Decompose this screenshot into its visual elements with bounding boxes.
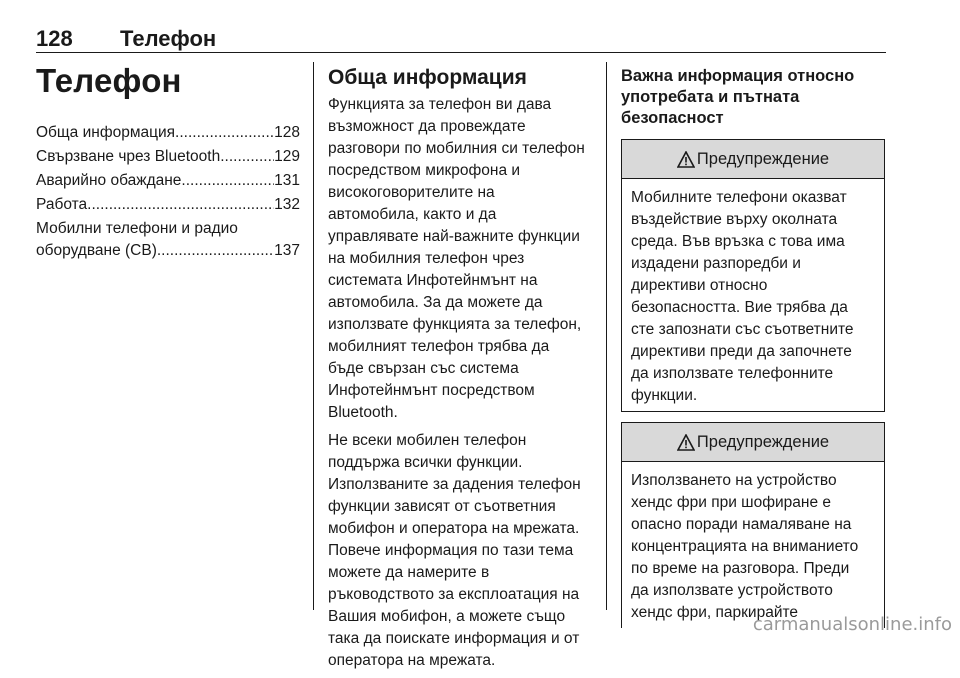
paragraph	[328, 94, 594, 424]
text-line: управлявате най-важните функции	[328, 228, 580, 245]
text-line: поддържа всички функции.	[328, 454, 523, 471]
toc-entry[interactable]: Работа ..... 132	[36, 194, 300, 216]
toc-page: 137	[274, 242, 300, 259]
text-line: Bluetooth.	[328, 404, 398, 421]
text-line: сте запознати със съответните	[631, 321, 854, 338]
text-line: Мобилните телефони оказват	[631, 189, 847, 206]
warning-box	[621, 422, 885, 628]
text-line: разговори по мобилния си телефон	[328, 140, 585, 157]
text-line: Инфотейнмънт посредством	[328, 382, 535, 399]
text-line: Важна информация относно	[621, 67, 855, 85]
subsection-heading	[621, 66, 885, 129]
right-column	[621, 56, 885, 638]
toc-page: 129	[274, 148, 300, 165]
warning-text	[622, 462, 884, 628]
text-line: оператора на мрежата.	[328, 652, 496, 669]
watermark: carmanualsonline.info	[752, 614, 952, 635]
table-of-contents	[36, 122, 300, 262]
paragraph	[328, 430, 594, 672]
text-line: издадени разпоредби и	[631, 255, 801, 272]
left-column	[36, 56, 300, 262]
text-line: високоговорителите на	[328, 184, 495, 201]
toc-page: 128	[274, 124, 300, 141]
middle-column	[328, 56, 594, 678]
toc-page: 132	[274, 196, 300, 213]
text-line: така да поискате информация и от	[328, 630, 580, 647]
text-line: бъде свързан със система	[328, 360, 519, 377]
text-line: Не всеки мобилен телефон	[328, 432, 527, 449]
text-line: Вашия мобифон, а можете също	[328, 608, 566, 625]
page-number: 128	[36, 26, 73, 51]
text-line: хендс фри, паркирайте	[631, 604, 799, 621]
text-line: функции зависят от съответния	[328, 498, 556, 515]
toc-entry-multiline[interactable]: Мобилни телефони и радио оборудване (CB) ..... 137	[36, 218, 300, 262]
warning-header	[622, 140, 884, 179]
text-line: автомобила. За да можете да	[328, 294, 543, 311]
text-line: автомобила, както и да	[328, 206, 497, 223]
warning-triangle-icon	[677, 434, 695, 451]
warning-title: Предупреждение	[696, 432, 830, 451]
text-line: ръководството за експлоатация на	[328, 586, 580, 603]
text-line: системата Инфотейнмънт на	[328, 272, 538, 289]
header-title: Телефон	[120, 26, 217, 51]
text-line: безопасността. Вие трябва да	[631, 299, 848, 316]
text-line: среда. Във връзка с това има	[631, 233, 845, 250]
warning-title: Предупреждение	[696, 149, 830, 168]
text-line: мобифон и оператора на мрежата.	[328, 520, 580, 537]
text-line: да използвате телефонните	[631, 365, 834, 382]
text-line: хендс фри при шофиране е	[631, 494, 831, 511]
column-divider	[313, 62, 314, 610]
text-line: директиви относно	[631, 277, 768, 294]
text-line: употребата и пътната	[621, 88, 800, 106]
toc-entry[interactable]: Обща информация ..... 128	[36, 122, 300, 144]
text-line: Използването на устройство	[631, 472, 837, 489]
chapter-title: Телефон	[36, 62, 182, 99]
toc-page: 131	[274, 172, 300, 189]
column-divider	[606, 62, 607, 610]
text-line: Функцията за телефон ви дава	[328, 96, 552, 113]
warning-triangle-icon	[677, 151, 695, 168]
text-line: въздействие върху околната	[631, 211, 838, 228]
text-line: функции.	[631, 387, 698, 404]
page-header	[36, 26, 886, 53]
text-line: опасно поради намаляване на	[631, 516, 852, 533]
text-line: концентрацията на вниманието	[631, 538, 859, 555]
text-line: по време на разговора. Преди	[631, 560, 850, 577]
text-line: директиви преди да започнете	[631, 343, 852, 360]
text-line: безопасност	[621, 109, 724, 127]
text-line: мобилният телефон трябва да	[328, 338, 550, 355]
text-line: можете да намерите в	[328, 564, 490, 581]
text-line: Използваните за дадения телефон	[328, 476, 581, 493]
warning-header	[622, 423, 884, 462]
text-line: на мобилния телефон чрез	[328, 250, 525, 267]
section-heading: Обща информация	[328, 66, 527, 89]
text-line: да използвате устройството	[631, 582, 833, 599]
toc-entry[interactable]: Свързване чрез Bluetooth ..... 129	[36, 146, 300, 168]
text-line: използвате функцията за телефон,	[328, 316, 582, 333]
text-line: Повече информация по тази тема	[328, 542, 574, 559]
warning-text	[622, 179, 884, 411]
warning-box	[621, 139, 885, 412]
toc-entry[interactable]: Аварийно обаждане ..... 131	[36, 170, 300, 192]
text-line: посредством микрофона и	[328, 162, 521, 179]
text-line: възможност да провеждате	[328, 118, 526, 135]
